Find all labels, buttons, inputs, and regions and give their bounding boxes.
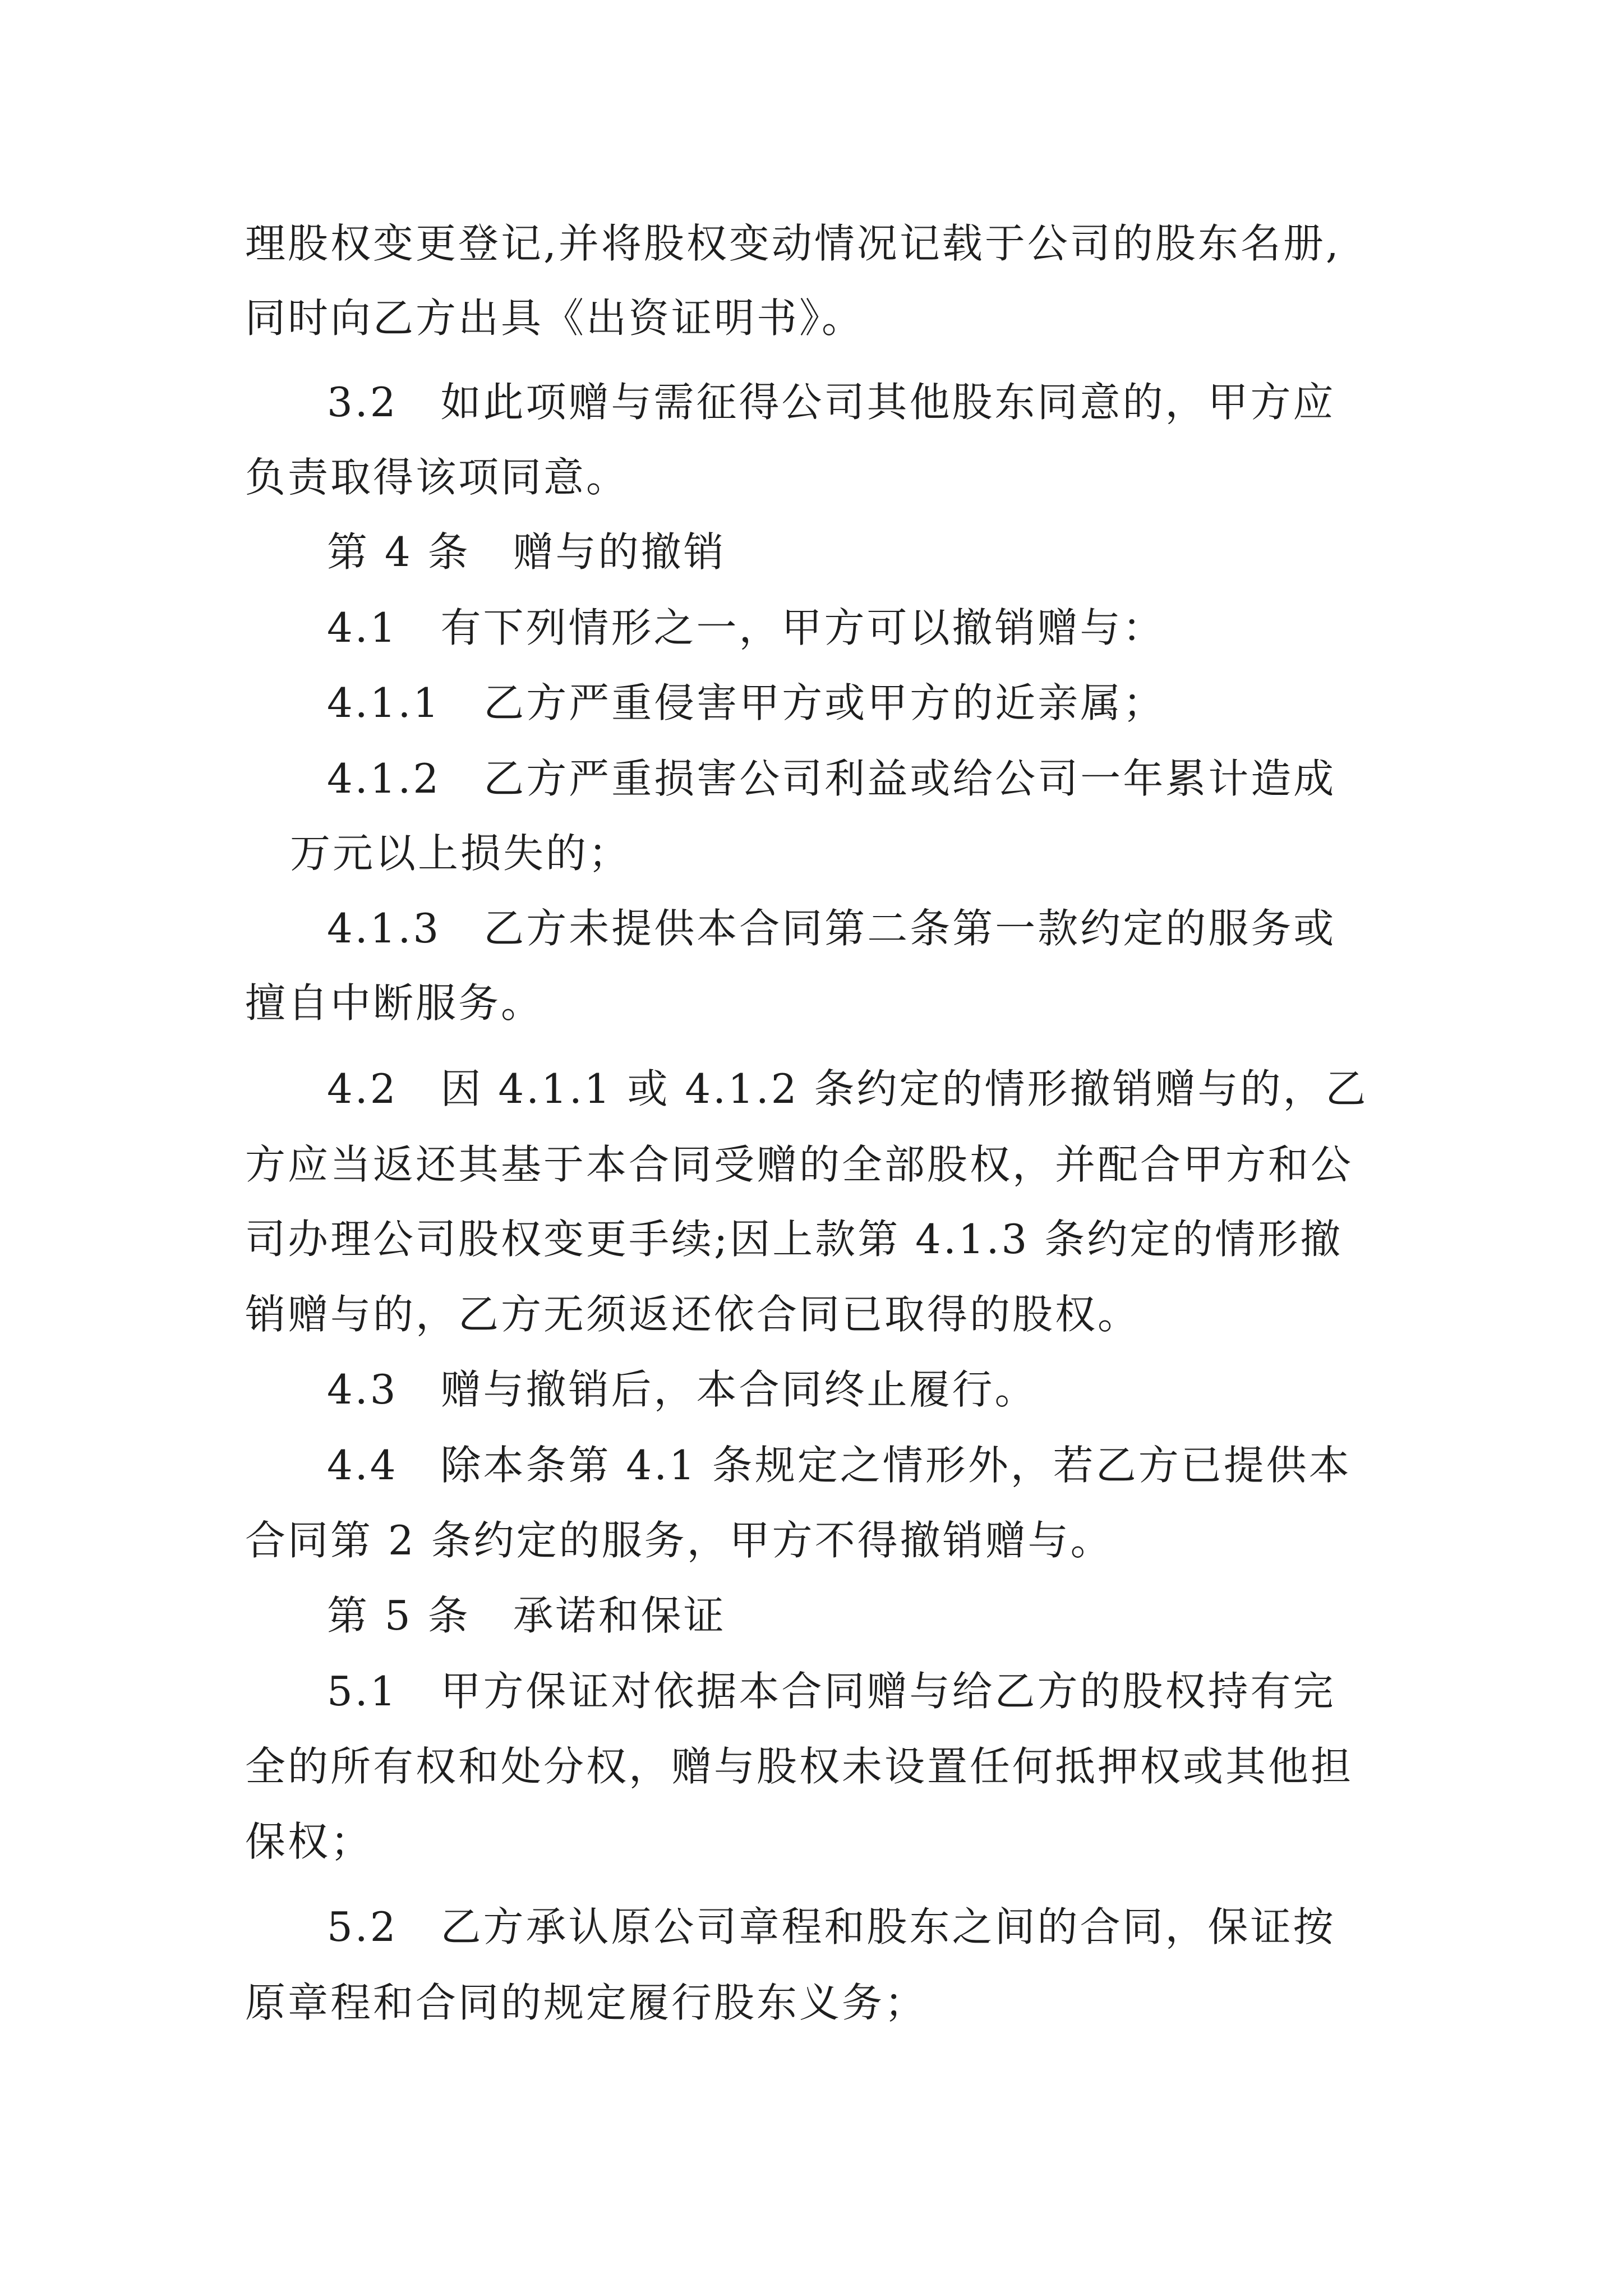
text-line: 销赠与的，乙方无须返还依合同已取得的股权。 [245,1291,1141,1338]
clause-4-4: 4.4 除本条第 4.1 条规定之情形外，若乙方已提供本 [327,1442,1352,1489]
clause-4-2: 4.2 因 4.1.1 或 4.1.2 条约定的情形撤销赠与的，乙 [327,1065,1368,1112]
text-line: 负责取得该项同意。 [245,454,629,501]
clause-3-2: 3.2 如此项赠与需征得公司其他股东同意的，甲方应 [327,379,1336,426]
clause-4-3: 4.3 赠与撤销后，本合同终止履行。 [327,1366,1038,1413]
text-line: 司办理公司股权变更手续;因上款第 4.1.3 条约定的情形撤 [245,1216,1343,1263]
clause-5-2: 5.2 乙方承认原公司章程和股东之间的合同，保证按 [327,1903,1336,1950]
text-line: 合同第 2 条约定的服务，甲方不得撤销赠与。 [245,1517,1113,1564]
clause-4-1-3: 4.1.3 乙方未提供本合同第二条第一款约定的服务或 [327,905,1336,952]
text-line: 保权； [245,1818,374,1865]
clause-4-1: 4.1 有下列情形之一，甲方可以撤销赠与： [327,604,1165,651]
clause-4-1-1: 4.1.1 乙方严重侵害甲方或甲方的近亲属； [327,679,1166,726]
clause-5-1: 5.1 甲方保证对依据本合同赠与给乙方的股权持有完 [327,1668,1336,1715]
text-line: 同时向乙方出具《出资证明书》。 [245,295,865,342]
text-line: 原章程和合同的规定履行股东义务； [245,1979,928,2026]
text-line: 方应当返还其基于本合同受赠的全部股权，并配合甲方和公 [245,1141,1354,1188]
text-line: 万元以上损失的； [290,830,631,877]
text-line: 擅自中断服务。 [245,979,544,1027]
text-line: 理股权变更登记,并将股权变动情况记载于公司的股东名册, [245,220,1341,267]
text-line: 全的所有权和处分权，赠与股权未设置任何抵押权或其他担 [245,1743,1354,1790]
article-4-heading: 第 4 条 赠与的撤销 [327,528,726,576]
article-5-heading: 第 5 条 承诺和保证 [327,1592,726,1639]
clause-4-1-2: 4.1.2 乙方严重损害公司利益或给公司一年累计造成 [327,755,1336,802]
